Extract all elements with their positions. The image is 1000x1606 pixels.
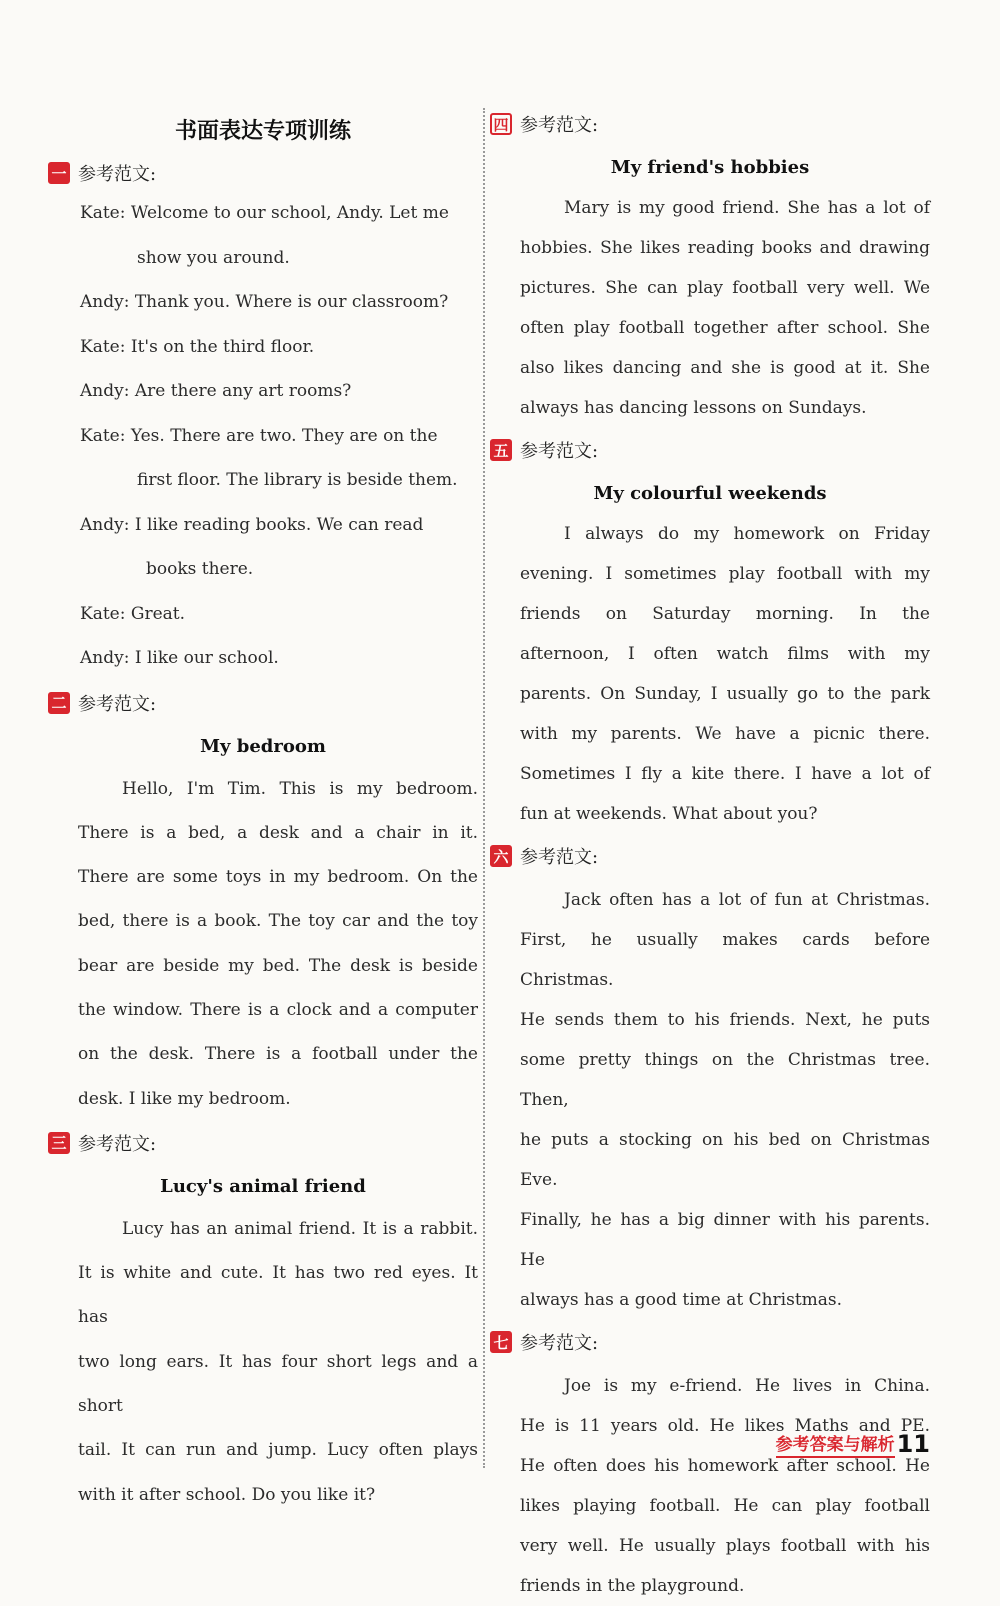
- essay-line: often play football together after school. She: [520, 318, 930, 338]
- section-3-header: [48, 1125, 478, 1161]
- essay-line: very well. He usually plays football with his: [520, 1536, 930, 1556]
- dialogue-line: Kate: Yes. There are two. They are on the: [80, 425, 438, 446]
- dialogue: [80, 191, 478, 681]
- essay-line: always has dancing lessons on Sundays.: [520, 398, 867, 418]
- essay-line: First, he usually makes cards before Christmas.: [520, 930, 930, 990]
- essay-line: desk. I like my bedroom.: [78, 1088, 291, 1109]
- essay-line: he puts a stocking on his bed on Christmas Eve.: [520, 1130, 930, 1190]
- essay-line: Jack often has a lot of fun at Christmas.: [564, 890, 930, 910]
- essay-line: He is 11 years old. He likes Maths and PE.: [520, 1416, 930, 1436]
- essay-line: Finally, he has a big dinner with his parents. He: [520, 1210, 930, 1270]
- section-label: 参考范文:: [520, 1333, 599, 1354]
- essay-line: some pretty things on the Christmas tree. Then,: [520, 1050, 930, 1110]
- dialogue-line: Kate: It's on the third floor.: [80, 336, 315, 357]
- essay-line: tail. It can run and jump. Lucy often plays: [78, 1440, 478, 1461]
- dialogue-line: show you around.: [137, 247, 290, 268]
- essay-line: He sends them to his friends. Next, he puts: [520, 1010, 930, 1030]
- essay-paragraph: [520, 880, 930, 1320]
- essay-line: with it after school. Do you like it?: [78, 1484, 376, 1505]
- dialogue-line: Andy: Are there any art rooms?: [80, 381, 352, 401]
- dialogue-line: books there.: [146, 559, 254, 579]
- essay-title: Lucy's animal friend: [160, 1175, 366, 1197]
- page-footer: [776, 1430, 930, 1458]
- essay-line: I always do my homework on Friday: [564, 524, 930, 544]
- section-label: 参考范文:: [520, 115, 599, 136]
- section-number-badge: 七: [490, 1331, 512, 1353]
- essay-line: fun at weekends. What about you?: [520, 804, 818, 824]
- section-label: 参考范文:: [78, 1133, 157, 1155]
- essay-line: pictures. She can play football very well. We: [520, 278, 930, 298]
- section-number-badge: 五: [490, 439, 512, 461]
- page-number: 11: [896, 1430, 930, 1458]
- essay-line: Sometimes I fly a kite there. I have a lot of: [520, 764, 930, 784]
- section-label: 参考范文:: [520, 847, 599, 868]
- section-label: 参考范文:: [520, 441, 599, 462]
- dialogue-line: Kate: Welcome to our school, Andy. Let me: [80, 203, 449, 223]
- essay-title: My colourful weekends: [593, 483, 827, 504]
- left-column: [48, 100, 478, 1517]
- essay-line: Lucy has an animal friend. It is a rabbit.: [122, 1218, 478, 1239]
- dialogue-line: Kate: Great.: [80, 603, 185, 624]
- dialogue-line: Andy: I like reading books. We can read: [80, 514, 424, 535]
- essay-line: afternoon, I often watch films with my: [520, 644, 930, 664]
- page-title: 书面表达专项训练: [174, 119, 351, 144]
- essay-paragraph: [520, 188, 930, 428]
- essay-line: friends on Saturday morning. In the: [520, 604, 930, 624]
- essay-line: evening. I sometimes play football with my: [520, 564, 930, 584]
- section-6-header: [490, 838, 930, 874]
- essay-title: My friend's hobbies: [610, 157, 810, 178]
- essay-line: parents. On Sunday, I usually go to the park: [520, 684, 930, 704]
- essay-line: bear are beside my bed. The desk is beside: [78, 955, 478, 976]
- essay-line: Hello, I'm Tim. This is my bedroom.: [122, 778, 478, 799]
- section-7-header: [490, 1324, 930, 1360]
- section-4-header: [490, 106, 930, 142]
- section-5-header: [490, 432, 930, 468]
- section-label: 参考范文:: [78, 693, 157, 715]
- section-number-badge: 一: [48, 162, 70, 184]
- essay-line: hobbies. She likes reading books and drawing: [520, 238, 930, 258]
- essay-line: also likes dancing and she is good at it. She: [520, 358, 930, 378]
- section-1-header: [48, 155, 478, 191]
- essay-paragraph: [520, 514, 930, 834]
- section-number-badge: 四: [490, 113, 512, 135]
- dialogue-line: Andy: Thank you. Where is our classroom?: [80, 292, 449, 312]
- essay-line: friends in the playground.: [520, 1576, 745, 1596]
- essay-line: Mary is my good friend. She has a lot of: [564, 198, 930, 218]
- section-label: 参考范文:: [78, 164, 157, 185]
- essay-paragraph: [78, 767, 478, 1121]
- essay-line: He often does his homework after school. He: [520, 1456, 930, 1476]
- right-column: [490, 100, 930, 1606]
- section-number-badge: 二: [48, 692, 70, 714]
- section-number-badge: 六: [490, 845, 512, 867]
- footer-label: 参考答案与解析: [776, 1430, 895, 1458]
- essay-line: Joe is my e-friend. He lives in China.: [564, 1376, 930, 1396]
- essay-line: There are some toys in my bedroom. On the: [78, 867, 478, 888]
- section-2-header: [48, 685, 478, 721]
- essay-line: likes playing football. He can play football: [520, 1496, 930, 1516]
- essay-title: My bedroom: [200, 735, 326, 757]
- column-divider: [483, 108, 485, 1468]
- section-number-badge: 三: [48, 1132, 70, 1154]
- essay-paragraph: [520, 1366, 930, 1606]
- essay-paragraph: [78, 1207, 478, 1517]
- essay-line: It is white and cute. It has two red eyes. It has: [78, 1263, 478, 1328]
- essay-line: two long ears. It has four short legs and a short: [78, 1351, 478, 1417]
- essay-line: the window. There is a clock and a computer: [78, 999, 478, 1020]
- essay-line: with my parents. We have a picnic there.: [520, 724, 930, 744]
- dialogue-line: first floor. The library is beside them.: [137, 470, 458, 490]
- essay-line: on the desk. There is a football under the: [78, 1044, 478, 1065]
- dialogue-line: Andy: I like our school.: [80, 648, 279, 668]
- essay-line: There is a bed, a desk and a chair in it.: [78, 822, 478, 843]
- essay-line: bed, there is a book. The toy car and the toy: [78, 911, 478, 932]
- essay-line: always has a good time at Christmas.: [520, 1290, 843, 1310]
